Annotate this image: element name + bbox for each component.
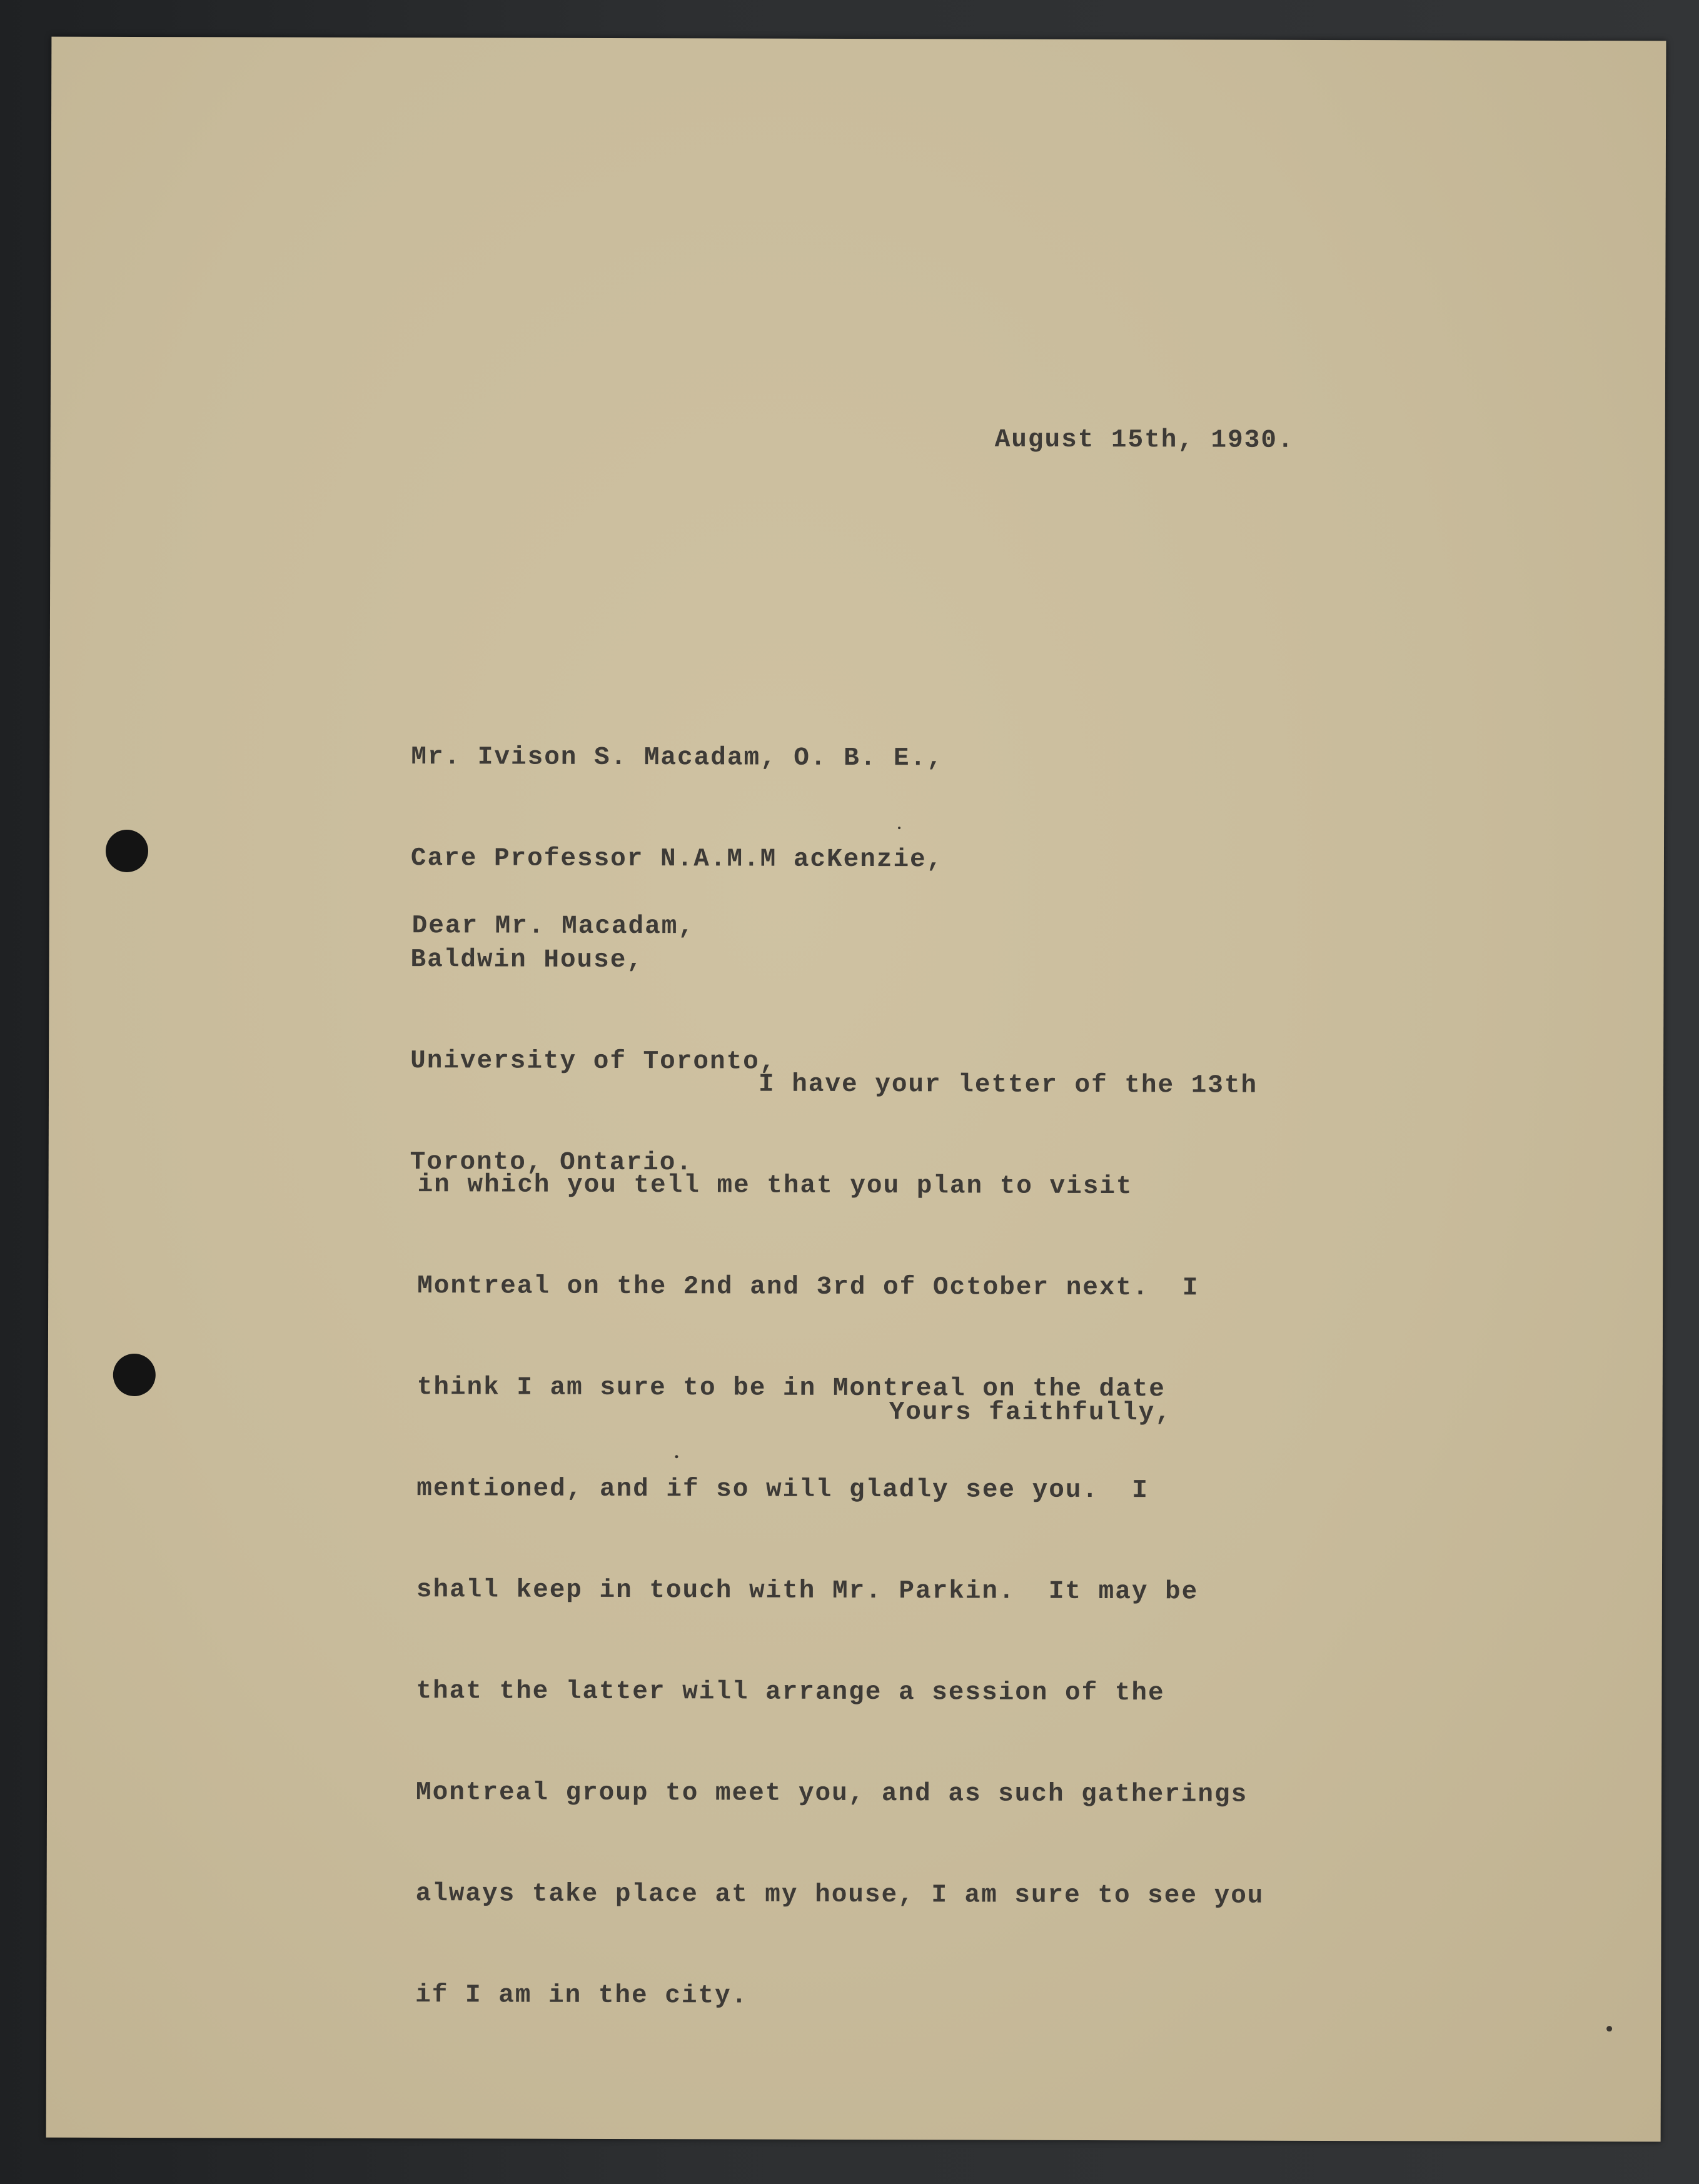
address-line: Care Professor N.A.M.M acKenzie, (410, 844, 944, 875)
body-line: that the latter will arrange a session of the (416, 1677, 1165, 1708)
address-line: Toronto, Ontario. (410, 1148, 693, 1178)
punch-hole-top (106, 830, 148, 872)
address-line: Mr. Ivison S. Macadam, O. B. E., (411, 743, 944, 773)
closing: Yours faithfully, (889, 1398, 1172, 1428)
body-line: think I am sure to be in Montreal on the date (416, 1373, 1166, 1404)
body-line-indented: I have your letter of the 13th (758, 1070, 1258, 1100)
address-line: University of Toronto, (410, 1047, 777, 1077)
letter-page (46, 37, 1666, 2142)
body-line: shall keep in touch with Mr. Parkin. It may be (416, 1576, 1199, 1607)
paper-speck (1606, 2026, 1612, 2031)
salutation: Dear Mr. Macadam, (411, 912, 695, 942)
body-line: in which you tell me that you plan to visit (417, 1170, 1133, 1202)
body-line: if I am in the city. (415, 1981, 749, 2011)
body-line: always take place at my house, I am sure to see you (415, 1880, 1264, 1911)
body-line: Montreal group to meet you, and as such gatherings (415, 1778, 1248, 1809)
address-line: Baldwin House, (410, 945, 644, 975)
punch-hole-bottom (113, 1354, 156, 1396)
letter-date: August 15th, 1930. (994, 425, 1294, 455)
body-line: mentioned, and if so will gladly see you. I (416, 1474, 1149, 1506)
letter-body (415, 999, 1266, 2082)
body-line: Montreal on the 2nd and 3rd of October next. I (417, 1272, 1199, 1303)
